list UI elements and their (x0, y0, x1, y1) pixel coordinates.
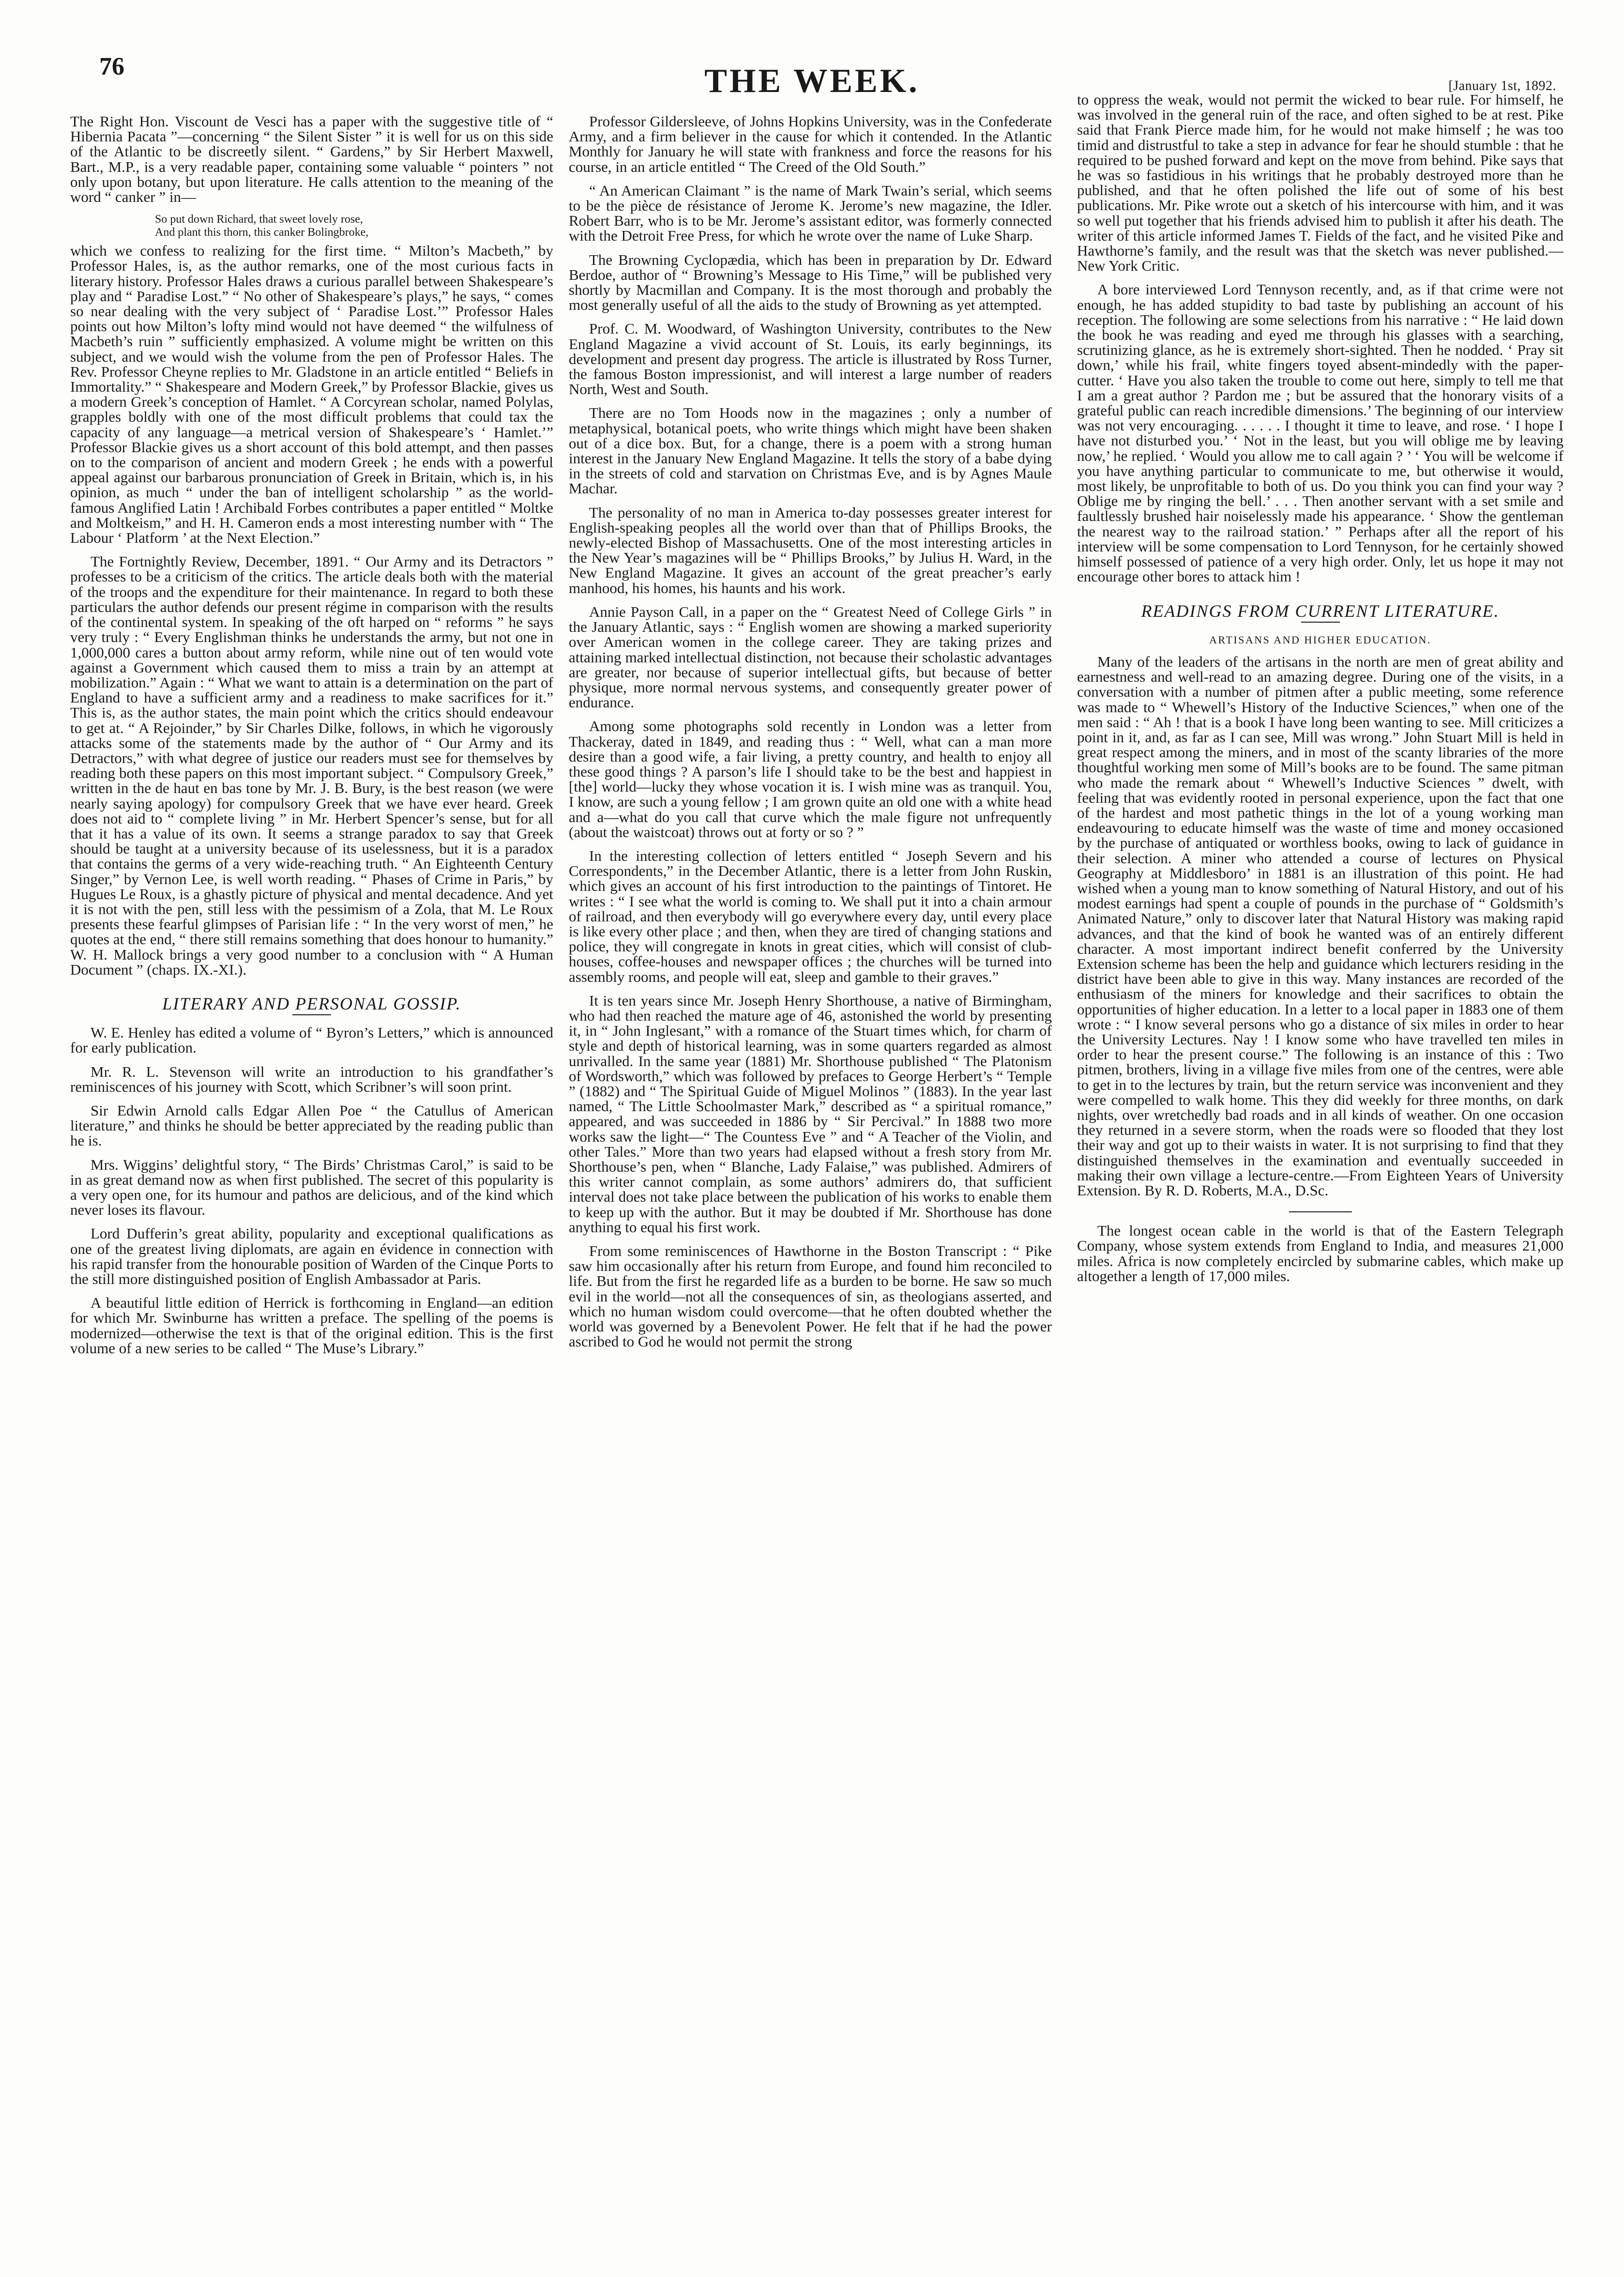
verse-line: So put down Richard, that sweet lovely rose, (155, 213, 363, 226)
article-paragraph: which we confess to realizing for the first time. “ Milton’s Macbeth,” by Professor Hales, is, as the author remarks, one of the most curious facts in literary history. Professor Hales draws a curious parallel between Shakespeare’s play and “ Paradise Lost.” “ No other of Shakespeare’s plays,” he says, “ comes so near dealing with the very subject of ‘ Paradise Lost.’” Professor Hales points out how Milton’s lofty mind would not have deemed “ the wilfulness of Macbeth’s ruin ” sufficiently emphasized. A volume might be written on this subject, and we would wish the volume from the pen of Professor Hales. The Rev. Professor Cheyne replies to Mr. Gladstone in an article entitled “ Beliefs in Immortality.” “ Shakespeare and Modern Greek,” by Professor Blackie, gives us a modern Greek’s conception of Hamlet. “ A Corcyrean scholar, named Polylas, grapples boldly with one of the most difficult problems that could tax the capacity of any language—a metrical version of Shakespeare’s ‘ Hamlet.’” Professor Blackie gives us a short account of this bold attempt, and then passes on to the comparison of ancient and modern Greek ; he ends with a powerful appeal against our barbarous pronunciation of Greek in Britain, which is, in his opinion, as much “ under the ban of intelligent scholarship ” as the world-famous Anglified Latin ! Archibald Forbes contributes a paper entitled “ Moltke and Moltkeism,” and H. H. Cameron ends a most interesting number with “ The Labour ‘ Platform ’ at the Next Election.” (70, 242, 553, 547)
page-number: 76 (99, 53, 124, 80)
masthead-title: THE WEEK. (704, 62, 920, 100)
column-2 (569, 114, 1052, 1358)
gossip-item: From some reminiscences of Hawthorne in the Boston Transcript : “ Pike saw him occasionally after his return from Europe, and found him reconciled to life. But from the first he regarded life as a burden to be borne. He saw so much evil in the world—not all the consequences of sin, as theologians asserted, and which no human wisdom could overcome—that he often doubted whether the world was governed by a Benevolent Power. He felt that if he had the power ascribed to God he would not permit the strong (569, 1242, 1052, 1350)
gossip-item: The personality of no man in America to-day possesses greater interest for English-speaking peoples all the world over than that of Phillips Brooks, the newly-elected Bishop of Massachusetts. One of the most interesting articles in the New Year’s magazines will be “ Phillips Brooks,” by Julius H. Ward, in the New England Magazine. It gives an account of the great preacher’s early manhood, his homes, his haunts and his work. (569, 504, 1052, 596)
article-paragraph: The Right Hon. Viscount de Vesci has a paper with the suggestive title of “ Hibernia Pacata ”—concerning “ the Silent Sister ” it is well for us on this side of the Atlantic to be discreetly silent. “ Gardens,” by Sir Herbert Maxwell, Bart., M.P., is a very readable paper, containing some valuable “ pointers ” not only upon botany, but upon literature. He calls attention to the meaning of the word “ canker ” in— (70, 113, 553, 206)
gossip-item: Sir Edwin Arnold calls Edgar Allen Poe “ the Catullus of American literature,” and thinks he should be better appreciated by the reading public than he is. (70, 1101, 553, 1149)
section-heading: READINGS FROM CURRENT LITERATURE. (1141, 601, 1500, 621)
gossip-item: Annie Payson Call, in a paper on the “ Greatest Need of College Girls ” in the January Atlantic, says : “ English women are showing a marked superiority over American women in the college career. They are taking prizes and attaining marked intellectual distinction, not because their scholastic advantages are greater, nor because of superior intellectual gifts, but because of better physique, more normal nervous systems, and consequently greater power of endurance. (569, 603, 1052, 711)
gossip-item: Mr. R. L. Stevenson will write an introduction to his grandfather’s reminiscences of his journey with Scott, which Scribner’s will soon print. (70, 1063, 553, 1095)
heading-rule (1301, 622, 1340, 623)
separator-rule (1289, 1211, 1352, 1212)
gossip-item: W. E. Henley has edited a volume of “ Byron’s Letters,” which is announced for early publication. (70, 1024, 553, 1056)
gossip-item: Prof. C. M. Woodward, of Washington University, contributes to the New England Magazine a vivid account of St. Louis, its early beginnings, its development and present day progress. The article is illustrated by Ross Turner, the famous Boston impressionist, and will interest a large number of readers North, West and South. (569, 320, 1052, 398)
gossip-item: It is ten years since Mr. Joseph Henry Shorthouse, a native of Birmingham, who had then reached the mature age of 46, astonished the world by presenting it, in “ John Inglesant,” with a romance of the Stuart times which, for charm of style and depth of historical learning, was in some quarters regarded as almost unrivalled. In the same year (1881) Mr. Shorthouse published “ The Platonism of Wordsworth,” which was followed by prefaces to George Herbert’s “ Temple ” (1882) and “ The Spiritual Guide of Miguel Molinos ” (1883). In the year last named, “ The Little Schoolmaster Mark,” described as “ a spiritual romance,” appeared, and was succeeded in 1886 by “ Sir Percival.” In 1888 two more works saw the light—“ The Countess Eve ” and “ A Teacher of the Violin, and other Tales.” More than two years had elapsed without a fresh story from Mr. Shorthouse’s pen, when “ Blanche, Lady Falaise,” was published. Admirers of this writer cannot complain, as some authors’ admirers do, that sufficient interval does not take place between the publication of his works to enable them to keep up with the author. But it may be doubted if Mr. Shorthouse has done anything to equal his first work. (569, 992, 1052, 1236)
gossip-item: A bore interviewed Lord Tennyson recently, and, as if that crime were not enough, he has added stupidity to bad taste by publishing an account of his reception. The following are some selections from his narrative : “ He laid down the book he was reading and eyed me through his glasses with a searching, scrutinizing glance, as he is extremely short-sighted. Then he nodded. ‘ Pray sit down,’ while his frail, white fingers toyed absent-mindedly with the paper-cutter. ‘ Have you also taken the trouble to come out here, simply to tell me that I am a great author ? Pardon me ; but be assured that the honorary visits of a grateful public can reach incredible dimensions.’ The beginning of our interview was not very encouraging. . . . . . I thought it time to leave, and rose. ‘ I hope I have not disturbed you.’ ‘ Not in the least, but you will oblige me by leaving now,’ he replied. ‘ Would you allow me to call again ? ’ ‘ You will be welcome if you have anything particular to communicate to me, but otherwise it would, most likely, be unprofitable to both of us. Do you think you can find your way ? Oblige me by ringing the bell.’ . . . Then another servant with a set smile and faultlessly brushed hair noiselessly made his appearance. ‘ Show the gentleman the nearest way to the railroad station.’ ” Perhaps after all the report of his interview will be some compensation to Lord Tennyson, for he certainly showed himself possessed of patience of a very high order. Only, let us hope it may not encourage other bores to attack him ! (1077, 281, 1563, 585)
article-paragraph: Many of the leaders of the artisans in the north are men of great ability and earnestness and well-read to an amazing degree. During one of the visits, in a conversation with a number of pitmen after a public meeting, some reference was made to “ Whewell’s History of the Inductive Sciences,” when one of the men said : “ Ah ! that is a book I have long been wanting to see. Mill criticizes a point in it, and, as far as I can see, Mill was wrong.” John Stuart Mill is held in great respect among the miners, and in most of the scanty libraries of the more thoughtful working men some of Mill’s books are to be found. The same pitman who made the remark about “ Whewell’s Inductive Sciences ” dwelt, with feeling that was evidently rooted in personal experience, upon the fact that one of the hardest and most pathetic things in the lot of a young working man endeavouring to educate himself was the waste of time and money occasioned by the purchase of antiquated or worthless books, owing to lack of guidance in their selection. A miner who attended a course of lectures on Physical Geography at Middlesboro’ in 1881 is an illustration of this point. He had wished when a young man to know something of Natural History, and out of his modest earnings had spent a couple of pounds in the purchase of “ Goldsmith’s Animated Nature,” only to discover later that Natural History was making rapid advances, and that the kind of book he wanted was of an entirely different character. A most important indirect benefit conferred by the University Extension scheme has been the help and guidance which lecturers residing in the district have been able to give in this way. Many instances are recorded of the enthusiasm of the miners for knowledge and their sacrifices to obtain the opportunities of higher education. In a letter to a local paper in 1883 one of them wrote : “ I know several persons who go a distance of six miles in order to hear the University Lectures. Nay ! I know some who have travelled ten miles in order to hear the present course.” The following is an instance of this : Two pitmen, brothers, living in a village five miles from one of the centres, were able to get in to the lectures by train, but the return service was inconvenient and they were compelled to walk home. This they did weekly for three months, on dark nights, over wretchedly bad roads and in all kinds of weather. On one occasion they returned in a severe storm, when the roads were so flooded that they lost their way and got up to their waists in water. It is not surprising to find that they distinguished themselves in the examination and eventually succeeded in making their own village a lecture-centre.—From Eighteen Years of University Extension. By R. D. Roberts, M.A., D.Sc. (1077, 653, 1563, 1199)
article-subheading: ARTISANS AND HIGHER EDUCATION. (1209, 633, 1431, 646)
gossip-item: The Browning Cyclopædia, which has been in preparation by Dr. Edward Berdoe, author of “ Browning’s Message to His Time,” will be published very shortly by Macmillan and Company. It is the most thorough and probably the most generally useful of all the aids to the study of Browning as yet attempted. (569, 251, 1052, 314)
column-1 (70, 114, 553, 1364)
gossip-item: In the interesting collection of letters entitled “ Joseph Severn and his Correspondents,” in the December Atlantic, there is a letter from John Ruskin, which gives an account of his first introduction to the paintings of Tintoret. He writes : “ I see what the world is coming to. We shall put it into a chain armour of railroad, and then everybody will go everywhere every day, until every place is like every other place ; and then, when they are tired of changing stations and police, they will congregate in knots in great cities, which will consist of club-houses, coffee-houses and newspaper offices ; the churches will be turned into assembly rooms, and people will eat, sleep and gamble to their graves.” (569, 847, 1052, 985)
gossip-item: Lord Dufferin’s great ability, popularity and exceptional qualifications as one of the greatest living diplomats, are again en évidence in connection with his rapid transfer from the honourable position of Warden of the Cinque Ports to the still more distinguished position of English Ambassador at Paris. (70, 1225, 553, 1288)
verse-quote (155, 213, 553, 239)
verse-line: And plant this thorn, this canker Bolingbroke, (155, 226, 369, 239)
article-paragraph: The Fortnightly Review, December, 1891. “ Our Army and its Detractors ” professes to be a criticism of the critics. The article deals both with the material of the troops and the expenditure for their maintenance. In regard to both these particulars the author defends our present régime in comparison with the results of the continental system. In speaking of the oft harped on “ reforms ” he says very truly : “ Every Englishman thinks he understands the army, but not one in 1,000,000 cares a button about army reform, while nine out of ten would vote against a Government which caused them to miss a train by an attempt at mobilization.” Again : “ What we want to attain is a determination on the part of England to have a sufficient army and a readiness to make sacrifices for it.” This is, as the author states, the main point which the critics should endeavour to get at. “ A Rejoinder,” by Sir Charles Dilke, follows, in which he vigorously attacks some of the statements made by the author of “ Our Army and its Detractors,” with what degree of justice our readers must see for themselves by reading both these papers on this most important subject. “ Compulsory Greek,” written in the de haut en bas tone by Mr. J. B. Bury, is the best reason (we were nearly saying apology) for compulsory Greek that we have ever heard. Greek does not aid to “ complete living ” in Mr. Herbert Spencer’s sense, but for all that it has a value of its own. It seems a strange paradox to say that Greek should be taught at a university because of its uselessness, but it is a paradox that contains the germs of a very wide-reaching truth. “ An Eighteenth Century Singer,” by Vernon Lee, is well worth reading. “ Phases of Crime in Paris,” by Hugues Le Roux, is a ghastly picture of physical and mental decadence. And yet it is not with the pen, still less with the pessimism of a Zola, that M. Le Roux presents these fearful glimpses of Parisian life : “ In the very worst of men,” he quotes at the end, “ there still remains something that does honour to humanity.” W. H. Mallock brings a very good number to a conclusion with “ A Human Document ” (chaps. IX.-XI.). (70, 553, 553, 978)
gossip-item: Professor Gildersleeve, of Johns Hopkins University, was in the Confederate Army, and a firm believer in the cause for which it contended. In the Atlantic Monthly for January he will state with frankness and force the reasons for his course, in an article entitled “ The Creed of the Old South.” (569, 113, 1052, 175)
heading-rule (292, 1014, 331, 1015)
gossip-item: A beautiful little edition of Herrick is forthcoming in England—an edition for which Mr. Swinburne has written a preface. The spelling of the poems is modernized—otherwise the text is that of the original edition. This is the first volume of a new series to be called “ The Muse’s Library.” (70, 1294, 553, 1357)
issue-date: [January 1st, 1892. (1448, 78, 1556, 93)
gossip-item: to oppress the weak, would not permit the wicked to bear rule. For himself, he was involved in the general ruin of the race, and often sighed to be at rest. Pike said that Frank Pierce made him, for he would not make himself ; he was too timid and distrustful to take a step in advance for fear he should stumble : that he required to be pushed forward and kept on the move from behind. Pike says that he was so fastidious in his writings that he probably destroyed more than he published, and that he often polished the life out of some of his best publications. Mr. Pike wrote out a sketch of his intercourse with him, and it was so well put together that his friends advised him to publish it after his death. The writer of this article informed James T. Fields of the fact, and he visited Pike and Hawthorne’s family, and the result was that the sketch was never published.—New York Critic. (1077, 91, 1563, 275)
gossip-item: Mrs. Wiggins’ delightful story, “ The Birds’ Christmas Carol,” is said to be in as great demand now as when first published. The secret of this popularity is a very open one, for its humour and pathos are delicious, and of the kind which never loses its flavour. (70, 1156, 553, 1219)
gossip-item: “ An American Claimant ” is the name of Mark Twain’s serial, which seems to be the pièce de résistance of Jerome K. Jerome’s new magazine, the Idler. Robert Barr, who is to be Mr. Jerome’s assistant editor, was formerly connected with the Detroit Free Press, for which he wrote over the name of Luke Sharp. (569, 182, 1052, 245)
gossip-item: There are no Tom Hoods now in the magazines ; only a number of metaphysical, botanical poets, who write things which might have been shaken out of a dice box. But, for a change, there is a poem with a strong human interest in the January New England Magazine. It tells the story of a babe dying in the streets of cold and starvation on Christmas Eve, and is by Agnes Maule Machar. (569, 404, 1052, 497)
article-paragraph: The longest ocean cable in the world is that of the Eastern Telegraph Company, whose system extends from England to India, and measures 21,000 miles. Africa is now completely encircled by submarine cables, which make up altogether a length of 17,000 miles. (1077, 1222, 1563, 1284)
section-heading: LITERARY AND PERSONAL GOSSIP. (162, 993, 461, 1013)
column-3 (1077, 92, 1563, 1292)
gossip-item: Among some photographs sold recently in London was a letter from Thackeray, dated in 1849, and reading thus : “ Well, what can a man more desire than a good wife, a fair living, a pretty country, and health to enjoy all these good things ? A parson’s life I should take to be the best and happiest in [the] world—lucky they whose vocation it is. I wish mine was as tranquil. You, I know, are such a young fellow ; I am grown quite an old one with a white head and a—what do you call that curve which the male figure not unfrequently (about the waistcoat) throws out at forty or so ? ” (569, 718, 1052, 841)
